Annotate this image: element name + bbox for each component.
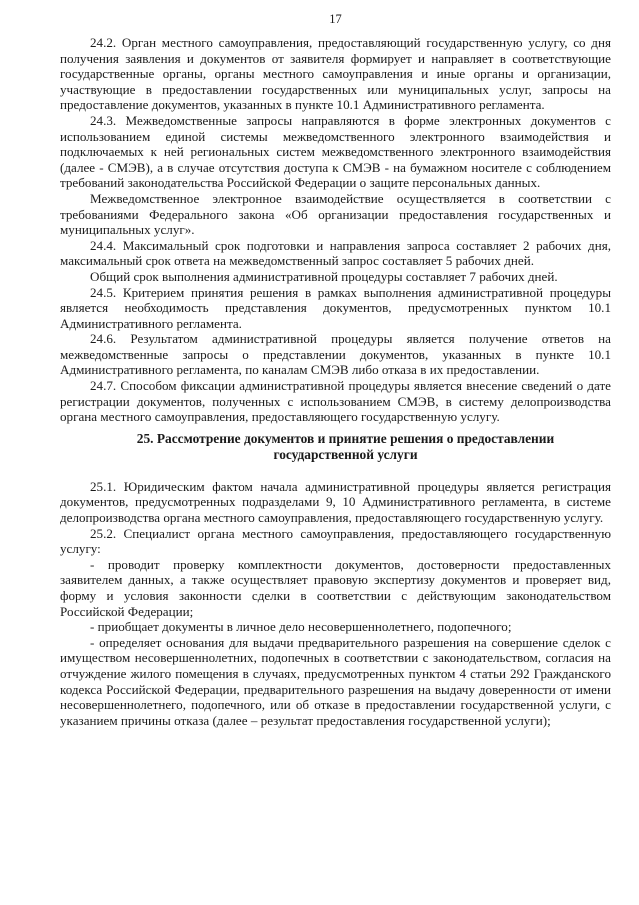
list-item-check: - проводит проверку комплектности документов, достоверности предоставленных заявителем данных, а также осуществляет правовую экспертизу документов и проверяет вид, форму и условия законности сделки в соответствии с действующим законодательством Российской Федерации; [60,556,611,619]
paragraph-24-2: 24.2. Орган местного самоуправления, предоставляющий государственную услугу, со дня получения заявления и документов от заявителя формирует и направляет в соответствующие государственные органы, органы местного самоуправления и иные органы и организации, участвующие в предоставлении государственных или муниципальных услуг, запросы на предоставление документов, указанных в пункте 10.1 Административного регламента. [60,35,611,113]
paragraph-total-term: Общий срок выполнения административной процедуры составляет 7 рабочих дней. [90,268,558,284]
paragraph-25-2: 25.2. Специалист органа местного самоуправления, предоставляющего государственную услугу: [60,525,611,557]
paragraph-24-6: 24.6. Результатом административной процедуры является получение ответов на межведомственные запросы о представлении документов, указанных в пункте 10.1 Административного регламента, по каналам СМЭВ либо отказа в их предоставлении. [60,331,611,378]
list-item-attach: - приобщает документы в личное дело несовершеннолетнего, подопечного; [90,619,512,635]
paragraph-24-5: 24.5. Критерием принятия решения в рамках выполнения административной процедуры является необходимость представления документов, предусмотренных пунктом 10.1 Административного регламента. [60,284,611,331]
paragraph-25-1: 25.1. Юридическим фактом начала административной процедуры является регистрация документов, предусмотренных подразделами 9, 10 Административного регламента, в системе делопроизводства органа местного самоуправления, предоставляющего государственную услугу. [60,478,611,526]
list-item-determine: - определяет основания для выдачи предварительного разрешения на совершение сделок с имуществом несовершеннолетних, подопечных в соответствии с законодательством, согласия на отчуждение жилого помещения в случаях, предусмотренных пунктом 4 статьи 292 Гражданского кодекса Российской Федерации, предварительного разрешения на выдачу доверенности от имени несовершеннолетнего, подопечного, или об отказе в предоставлении государственной услуги, с указанием причины отказа (далее – результат предоставления государственной услуги); [60,634,611,728]
section-heading-25: 25. Рассмотрение документов и принятие решения о предоставлении государственной услуги [136,430,555,462]
page-number: 17 [329,12,342,26]
paragraph-interaction: Межведомственное электронное взаимодействие осуществляется в соответствии с требованиями Федерального закона «Об организации предоставления государственных и муниципальных услуг». [60,190,611,238]
paragraph-24-3: 24.3. Межведомственные запросы направляются в форме электронных документов с использованием единой системы межведомственного электронного взаимодействия и подключаемых к ней региональных систем межведомственного электронного взаимодействия (далее - СМЭВ), а в случае отсутствия доступа к СМЭВ - на бумажном носителе с соблюдением требований законодательства Российской Федерации о защите персональных данных. [60,112,611,191]
paragraph-24-7: 24.7. Способом фиксации административной процедуры является внесение сведений о дате регистрации документов, полученных с использованием СМЭВ, в систему делопроизводства органа местного самоуправления, предоставляющего государственную услугу. [60,378,611,425]
paragraph-24-4: 24.4. Максимальный срок подготовки и направления запроса составляет 2 рабочих дня, максимальный срок ответа на межведомственный запрос составляет 5 рабочих дней. [60,237,611,269]
